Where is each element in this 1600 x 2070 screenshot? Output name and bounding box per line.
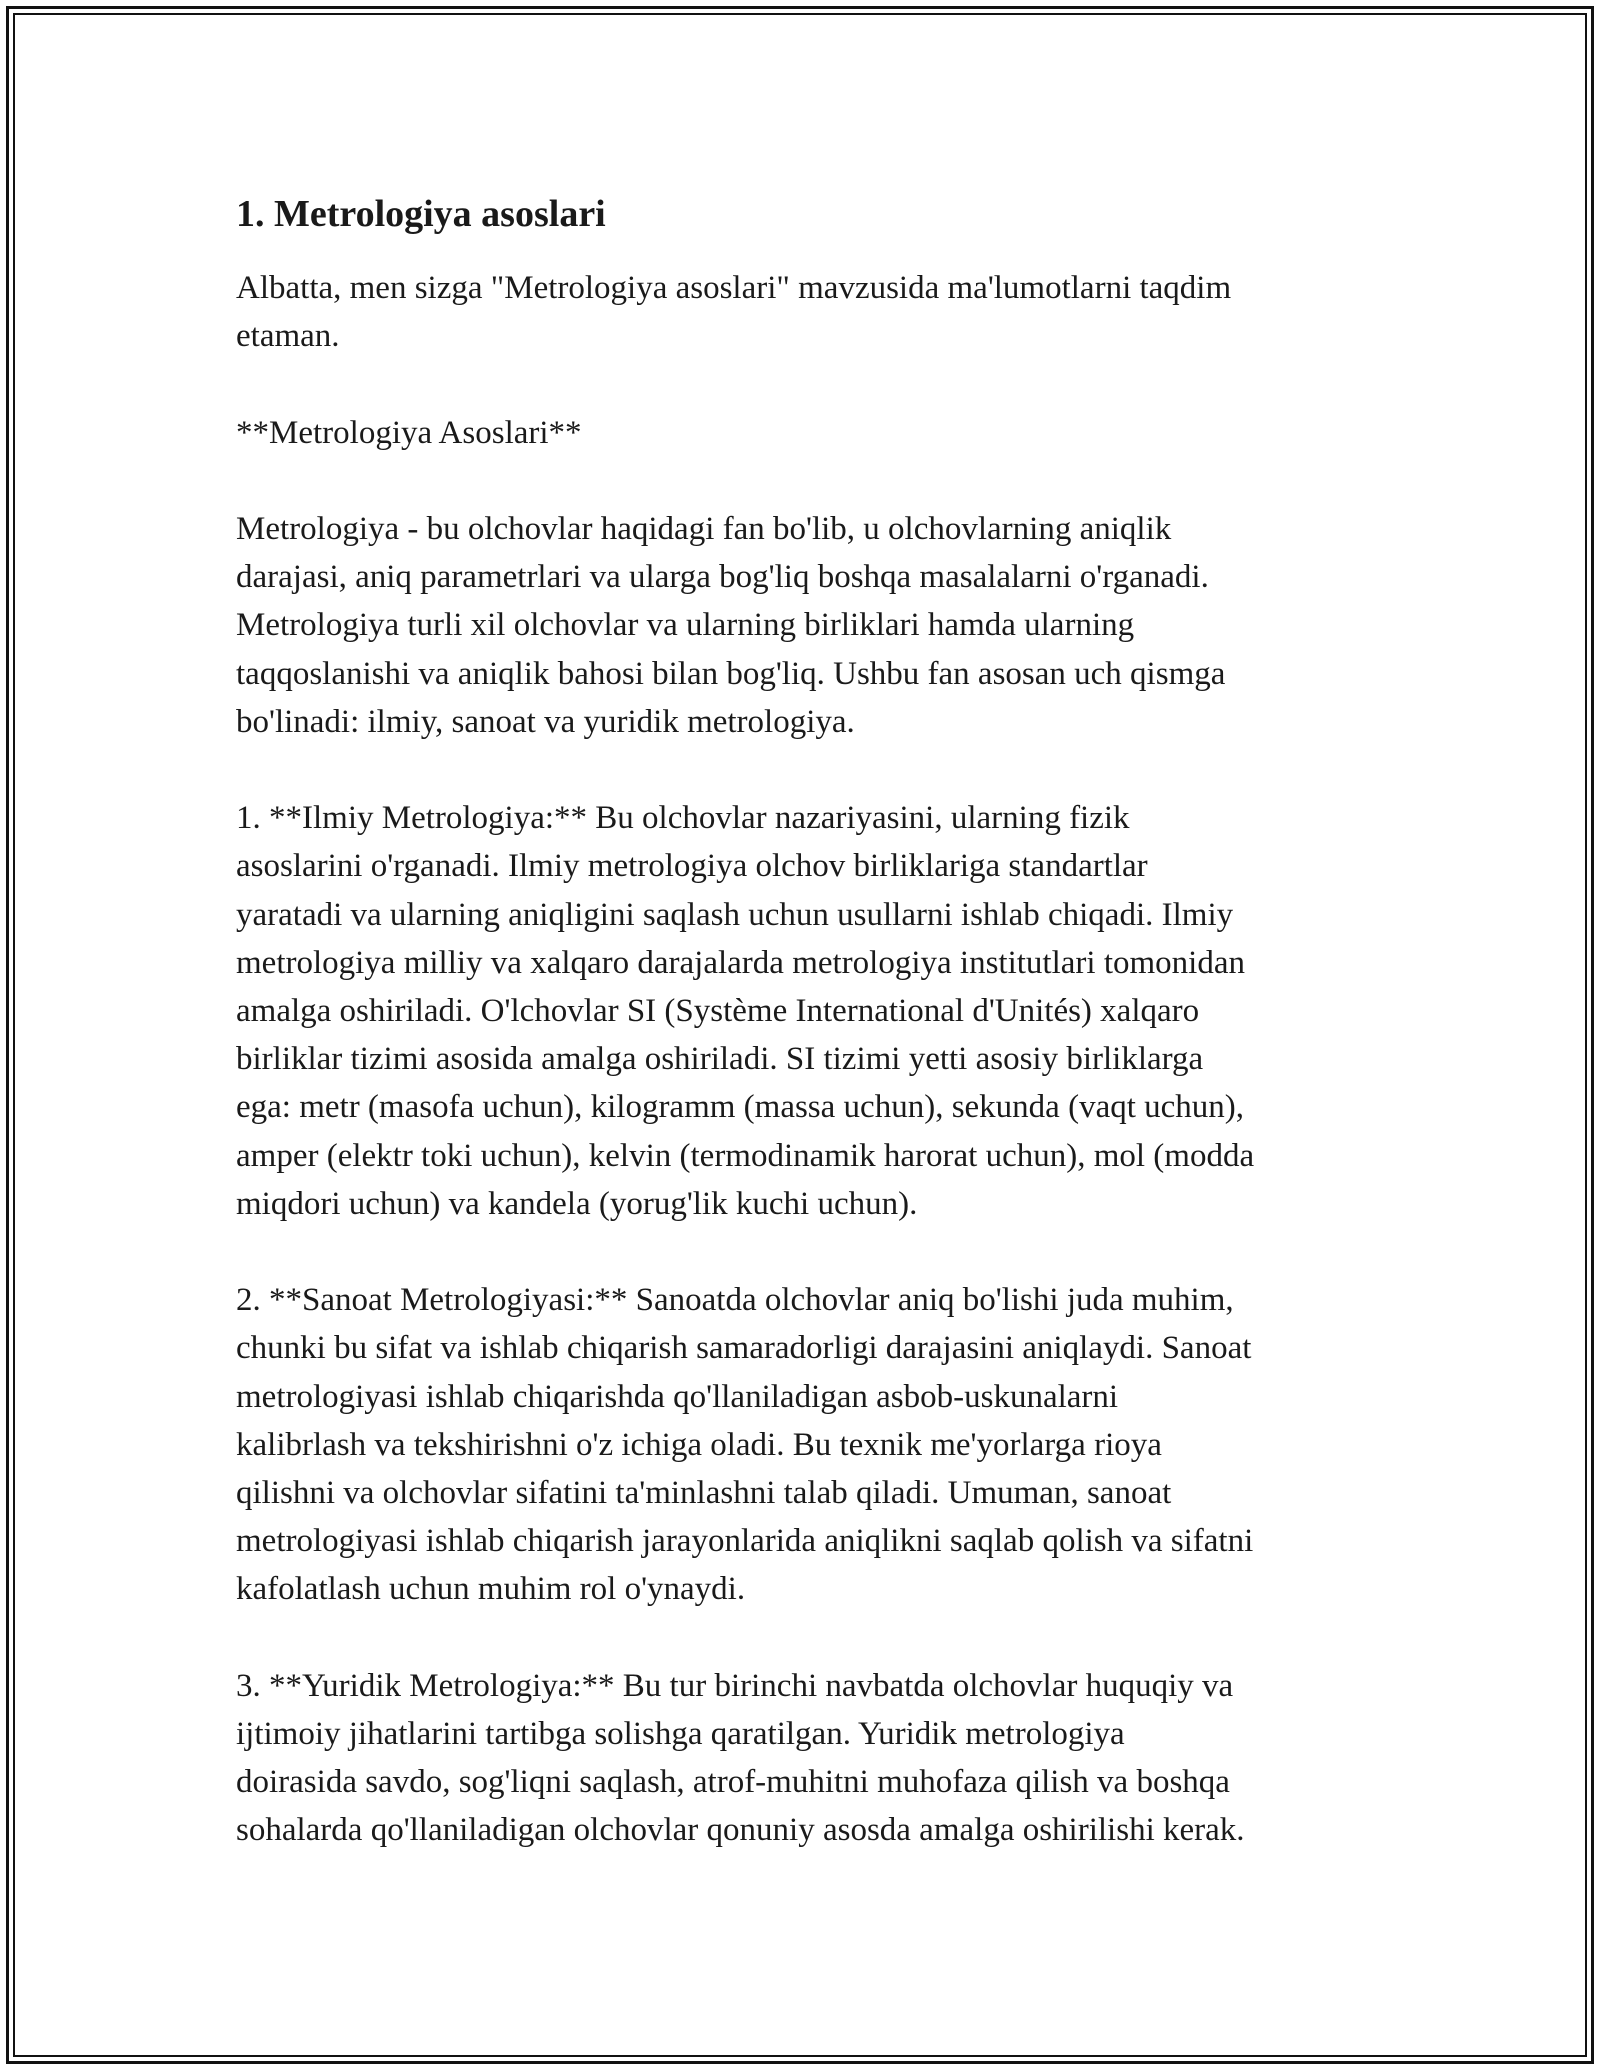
paragraph <box>236 264 1386 360</box>
paragraph-line: asoslarini o'rganadi. Ilmiy metrologiya olchov birliklariga standartlar <box>236 848 1148 885</box>
paragraph-line: ega: metr (masofa uchun), kilogramm (massa uchun), sekunda (vaqt uchun), <box>236 1089 1245 1126</box>
paragraph-line: ijtimoiy jihatlarini tartibga solishga qaratilgan. Yuridik metrologiya <box>236 1716 1125 1753</box>
paragraph-line: yaratadi va ularning aniqligini saqlash uchun usullarni ishlab chiqadi. Ilmiy <box>236 896 1234 933</box>
paragraph-line: amper (elektr toki uchun), kelvin (termodinamik harorat uchun), mol (modda <box>236 1137 1255 1174</box>
paragraph-line: sohalarda qo'llaniladigan olchovlar qonuniy asosda amalga oshirilishi kerak. <box>236 1812 1245 1849</box>
paragraph <box>236 1276 1386 1613</box>
paragraph-line: Metrologiya - bu olchovlar haqidagi fan bo'lib, u olchovlarning aniqlik <box>236 510 1172 547</box>
document-page <box>236 186 1386 1855</box>
paragraph-line: Metrologiya turli xil olchovlar va ularning birliklari hamda ularning <box>236 607 1135 644</box>
paragraph-line: **Metrologiya Asoslari** <box>236 414 582 451</box>
paragraph <box>236 505 1386 746</box>
document-body <box>236 264 1386 1855</box>
paragraph-line: darajasi, aniq parametrlari va ularga bog'liq boshqa masalalarni o'rganadi. <box>236 559 1209 596</box>
paragraph-line: 1. **Ilmiy Metrologiya:** Bu olchovlar nazariyasini, ularning fizik <box>236 800 1130 837</box>
paragraph-line: birliklar tizimi asosida amalga oshiriladi. SI tizimi yetti asosiy birliklarga <box>236 1041 1204 1078</box>
paragraph <box>236 794 1386 1228</box>
paragraph-line: etaman. <box>236 318 340 355</box>
paragraph-line: amalga oshiriladi. O'lchovlar SI (Système International d'Unités) xalqaro <box>236 993 1200 1029</box>
paragraph-line: kafolatlash uchun muhim rol o'ynaydi. <box>236 1571 746 1608</box>
paragraph <box>236 409 1386 457</box>
paragraph-line: metrologiya milliy va xalqaro darajalarda metrologiya institutlari tomonidan <box>236 944 1245 981</box>
paragraph-line: 2. **Sanoat Metrologiyasi:** Sanoatda olchovlar aniq bo'lishi juda muhim, <box>236 1282 1234 1319</box>
paragraph-line: metrologiyasi ishlab chiqarishda qo'llaniladigan asbob-uskunalarni <box>236 1378 1119 1415</box>
paragraph-line: chunki bu sifat va ishlab chiqarish samaradorligi darajasini aniqlaydi. Sanoat <box>236 1330 1252 1367</box>
paragraph-line: bo'linadi: ilmiy, sanoat va yuridik metrologiya. <box>236 703 855 740</box>
paragraph <box>236 1662 1386 1855</box>
paragraph-line: metrologiyasi ishlab chiqarish jarayonlarida aniqlikni saqlab qolish va sifatni <box>236 1523 1254 1560</box>
paragraph-line: 3. **Yuridik Metrologiya:** Bu tur birinchi navbatda olchovlar huquqiy va <box>236 1667 1234 1704</box>
document-title: 1. Metrologiya asoslari <box>236 193 606 235</box>
paragraph-line: kalibrlash va tekshirishni o'z ichiga oladi. Bu texnik me'yorlarga rioya <box>236 1426 1162 1463</box>
paragraph-line: miqdori uchun) va kandela (yorug'lik kuchi uchun). <box>236 1185 918 1222</box>
paragraph-line: taqqoslanishi va aniqlik bahosi bilan bog'liq. Ushbu fan asosan uch qismga <box>236 655 1226 692</box>
paragraph-line: Albatta, men sizga "Metrologiya asoslari" mavzusida ma'lumotlarni taqdim <box>236 270 1232 306</box>
paragraph-line: doirasida savdo, sog'liqni saqlash, atrof-muhitni muhofaza qilish va boshqa <box>236 1764 1230 1801</box>
paragraph-line: qilishni va olchovlar sifatini ta'minlashni talab qiladi. Umuman, sanoat <box>236 1475 1172 1512</box>
